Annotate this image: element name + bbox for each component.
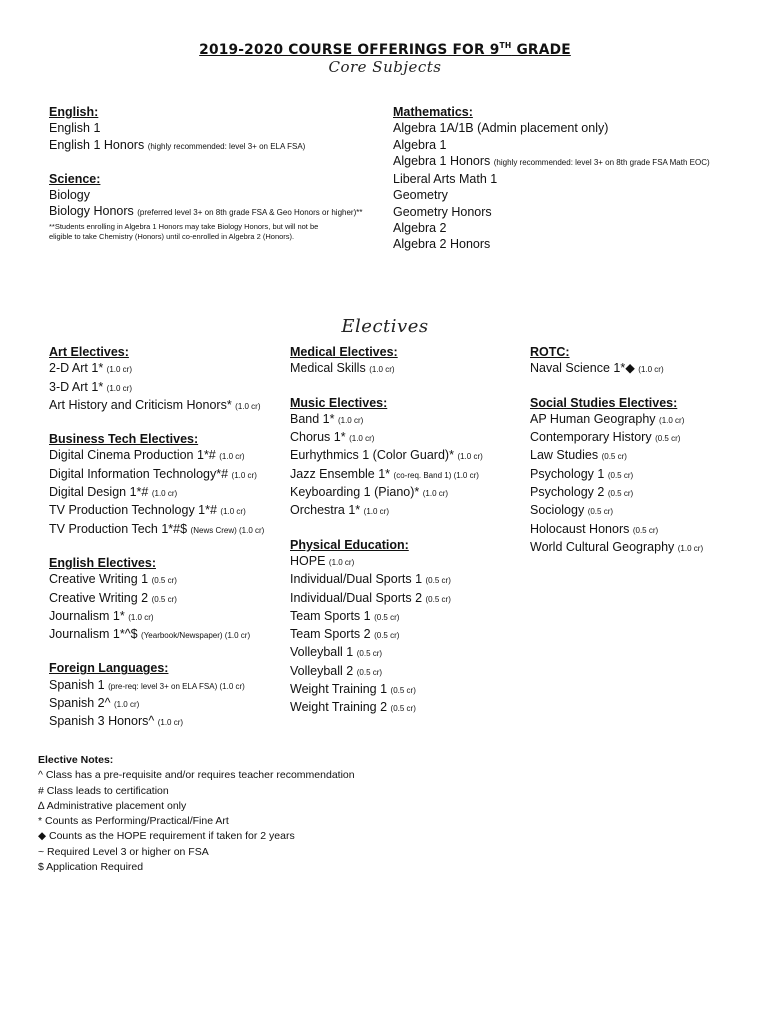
course-name: English 1 Honors bbox=[49, 137, 145, 152]
course-note: (0.5 cr) bbox=[632, 525, 659, 535]
course-item bbox=[530, 539, 703, 557]
course-note: (1.0 cr) bbox=[151, 489, 178, 499]
course-note: (1.0 cr) bbox=[638, 365, 664, 375]
course-name: Psychology 1 bbox=[530, 466, 605, 481]
course-name: Digital Design 1*# bbox=[49, 485, 149, 500]
music-electives-list bbox=[290, 411, 483, 521]
english-list bbox=[49, 120, 362, 155]
course-name: Individual/Dual Sports 2 bbox=[290, 590, 423, 605]
course-item bbox=[49, 379, 264, 397]
course-item bbox=[290, 466, 483, 484]
course-item bbox=[290, 590, 483, 608]
course-item bbox=[530, 447, 703, 465]
course-note: (0.5 cr) bbox=[601, 452, 627, 462]
course-name: Law Studies bbox=[530, 448, 599, 463]
course-note: (0.5 cr) bbox=[151, 594, 177, 604]
course-item bbox=[530, 429, 703, 447]
course-note: (0.5 cr) bbox=[607, 470, 634, 480]
course-item bbox=[290, 699, 483, 717]
course-item bbox=[393, 236, 710, 252]
course-name: Eurhythmics 1 (Color Guard)* bbox=[290, 448, 454, 463]
course-note: (highly recommended: level 3+ on 8th grade FSA Math EOC) bbox=[493, 157, 710, 167]
english-electives-heading: English Electives: bbox=[49, 555, 156, 570]
elective-note-line: ◆ Counts as the HOPE requirement if taken for 2 years bbox=[38, 830, 295, 843]
course-note: (1.0 cr) bbox=[231, 470, 257, 480]
course-name: Biology bbox=[49, 188, 90, 203]
business-tech-list bbox=[49, 447, 264, 538]
course-note: (0.5 cr) bbox=[425, 594, 451, 604]
course-name: Geometry Honors bbox=[393, 204, 492, 219]
music-electives-heading: Music Electives: bbox=[290, 395, 388, 410]
course-note: (1.0 cr) bbox=[457, 452, 483, 462]
course-note: (1.0 cr) bbox=[369, 365, 395, 375]
course-item bbox=[393, 220, 710, 236]
course-item bbox=[49, 502, 264, 520]
course-item bbox=[393, 187, 710, 203]
course-name: Volleyball 2 bbox=[290, 663, 354, 678]
course-note: (pre-req: level 3+ on ELA FSA) (1.0 cr) bbox=[108, 681, 245, 691]
course-name: Chorus 1* bbox=[290, 430, 346, 445]
course-item bbox=[530, 360, 703, 378]
course-item bbox=[49, 608, 264, 626]
electives-column-3 bbox=[530, 344, 703, 557]
course-item bbox=[49, 187, 362, 203]
course-name: Algebra 1A/1B (Admin placement only) bbox=[393, 121, 609, 136]
course-item bbox=[290, 644, 483, 662]
elective-notes bbox=[38, 753, 355, 875]
course-name: Team Sports 2 bbox=[290, 627, 371, 642]
science-footnote-line2: eligible to take Chemistry (Honors) until co-enrolled in Algebra 2 (Honors). bbox=[49, 231, 295, 241]
course-note: (1.0 cr) bbox=[219, 452, 245, 462]
course-item bbox=[393, 120, 710, 136]
elective-note-line: # Class leads to certification bbox=[38, 784, 169, 797]
course-name: Naval Science 1*◆ bbox=[530, 361, 635, 376]
course-note: (1.0 cr) bbox=[106, 383, 133, 393]
course-item bbox=[530, 502, 703, 520]
course-note: (0.5 cr) bbox=[151, 576, 177, 586]
course-item bbox=[49, 397, 264, 415]
course-item bbox=[393, 171, 710, 187]
course-note: (0.5 cr) bbox=[425, 576, 451, 586]
art-electives-list bbox=[49, 360, 264, 415]
course-name: Jazz Ensemble 1* bbox=[290, 466, 391, 481]
course-name: Geometry bbox=[393, 188, 448, 203]
course-note: (1.0 cr) bbox=[337, 415, 364, 425]
core-subjects-heading: Core Subjects bbox=[328, 58, 442, 76]
course-item bbox=[49, 360, 264, 378]
course-note: (0.5 cr) bbox=[390, 686, 416, 696]
course-name: HOPE bbox=[290, 553, 326, 568]
course-note: (1.0 cr) bbox=[349, 434, 375, 444]
course-item bbox=[49, 203, 362, 221]
course-name: Creative Writing 1 bbox=[49, 572, 149, 587]
course-item bbox=[290, 429, 483, 447]
course-note: (0.5 cr) bbox=[607, 489, 634, 499]
course-name: TV Production Tech 1*#$ bbox=[49, 521, 188, 536]
rotc-list bbox=[530, 360, 703, 378]
course-item bbox=[49, 590, 264, 608]
course-name: Weight Training 2 bbox=[290, 700, 388, 715]
course-item bbox=[530, 521, 703, 539]
course-item bbox=[49, 466, 264, 484]
course-item bbox=[290, 571, 483, 589]
course-item bbox=[393, 204, 710, 220]
course-name: World Cultural Geography bbox=[530, 539, 675, 554]
course-item bbox=[290, 502, 483, 520]
course-item bbox=[530, 466, 703, 484]
course-item bbox=[49, 626, 264, 644]
course-item bbox=[49, 137, 362, 155]
course-note: (0.5 cr) bbox=[356, 667, 383, 677]
course-name: Spanish 2^ bbox=[49, 696, 111, 711]
course-name: Journalism 1*^$ bbox=[49, 627, 138, 642]
course-note: (0.5 cr) bbox=[587, 507, 614, 517]
course-item bbox=[49, 713, 264, 731]
course-note: (preferred level 3+ on 8th grade FSA & Geo Honors or higher)** bbox=[137, 208, 363, 218]
course-note: (News Crew) (1.0 cr) bbox=[190, 525, 265, 535]
course-note: (0.5 cr) bbox=[390, 704, 416, 714]
course-note: (1.0 cr) bbox=[128, 612, 154, 622]
course-item bbox=[393, 153, 710, 171]
course-note: (1.0 cr) bbox=[235, 401, 261, 411]
elective-note-line: ∆ Administrative placement only bbox=[38, 799, 187, 812]
mathematics-list bbox=[393, 120, 710, 252]
course-name: AP Human Geography bbox=[530, 411, 656, 426]
medical-electives-list bbox=[290, 360, 483, 378]
course-name: Weight Training 1 bbox=[290, 682, 388, 697]
course-item bbox=[49, 677, 264, 695]
course-name: Algebra 2 Honors bbox=[393, 237, 491, 252]
course-item bbox=[49, 521, 264, 539]
course-note: (0.5 cr) bbox=[655, 434, 681, 444]
course-name: Contemporary History bbox=[530, 430, 652, 445]
course-item bbox=[49, 484, 264, 502]
english-electives-list bbox=[49, 571, 264, 644]
course-item bbox=[530, 411, 703, 429]
course-name: Keyboarding 1 (Piano)* bbox=[290, 485, 420, 500]
course-name: Spanish 1 bbox=[49, 677, 105, 692]
course-name: Journalism 1* bbox=[49, 608, 125, 623]
course-note: (1.0 cr) bbox=[328, 557, 355, 567]
course-item bbox=[290, 360, 483, 378]
elective-note-line: ~ Required Level 3 or higher on FSA bbox=[38, 845, 209, 858]
course-item bbox=[49, 571, 264, 589]
social-studies-heading: Social Studies Electives: bbox=[530, 395, 678, 410]
course-item bbox=[290, 411, 483, 429]
course-item bbox=[290, 626, 483, 644]
medical-electives-heading: Medical Electives: bbox=[290, 345, 398, 359]
course-item bbox=[290, 484, 483, 502]
course-name: Biology Honors bbox=[49, 204, 134, 219]
course-name: 3-D Art 1* bbox=[49, 379, 104, 394]
course-name: TV Production Technology 1*# bbox=[49, 503, 217, 518]
course-name: Art History and Criticism Honors* bbox=[49, 397, 232, 412]
course-item bbox=[393, 137, 710, 153]
course-item bbox=[290, 608, 483, 626]
course-name: Digital Cinema Production 1*# bbox=[49, 448, 216, 463]
core-right-column bbox=[393, 104, 710, 253]
course-item bbox=[290, 681, 483, 699]
course-name: Liberal Arts Math 1 bbox=[393, 172, 498, 187]
page-title: 2019-2020 COURSE OFFERINGS FOR 9TH GRADE bbox=[199, 41, 571, 58]
course-name: Spanish 3 Honors^ bbox=[49, 714, 155, 729]
elective-note-line: $ Application Required bbox=[38, 861, 144, 874]
elective-note-line: ^ Class has a pre-requisite and/or requires teacher recommendation bbox=[38, 769, 355, 782]
course-note: (1.0 cr) bbox=[106, 365, 133, 375]
course-note: (0.5 cr) bbox=[356, 649, 383, 659]
course-name: English 1 bbox=[49, 121, 101, 136]
course-note: (Yearbook/Newspaper) (1.0 cr) bbox=[141, 631, 251, 641]
social-studies-list bbox=[530, 411, 703, 557]
business-tech-heading: Business Tech Electives: bbox=[49, 432, 199, 447]
course-name: Individual/Dual Sports 1 bbox=[290, 572, 423, 587]
foreign-languages-heading: Foreign Languages: bbox=[49, 661, 169, 676]
course-name: Algebra 2 bbox=[393, 221, 447, 236]
elective-notes-list bbox=[38, 768, 355, 875]
elective-note-line: * Counts as Performing/Practical/Fine Art bbox=[38, 815, 229, 828]
course-name: Orchestra 1* bbox=[290, 503, 361, 518]
foreign-languages-list bbox=[49, 677, 264, 732]
course-name: Creative Writing 2 bbox=[49, 590, 149, 605]
electives-column-1 bbox=[49, 344, 264, 732]
electives-column-2 bbox=[290, 344, 483, 718]
physical-education-list bbox=[290, 553, 483, 718]
course-name: Volleyball 1 bbox=[290, 645, 354, 660]
course-item bbox=[530, 484, 703, 502]
rotc-heading: ROTC: bbox=[530, 345, 570, 359]
course-name: Band 1* bbox=[290, 411, 335, 426]
course-note: (0.5 cr) bbox=[374, 631, 400, 641]
course-note: (highly recommended: level 3+ on ELA FSA) bbox=[147, 141, 306, 151]
course-item bbox=[49, 695, 264, 713]
art-electives-heading: Art Electives: bbox=[49, 345, 129, 359]
course-name: Algebra 1 bbox=[393, 137, 447, 152]
english-heading: English: bbox=[49, 105, 99, 119]
course-note: (1.0 cr) bbox=[677, 543, 704, 553]
course-note: (1.0 cr) bbox=[659, 415, 685, 425]
course-note: (1.0 cr) bbox=[422, 489, 449, 499]
course-note: (1.0 cr) bbox=[363, 507, 389, 517]
course-name: Algebra 1 Honors bbox=[393, 153, 491, 168]
core-left-column bbox=[49, 104, 362, 242]
science-footnote-line1: **Students enrolling in Algebra 1 Honors may take Biology Honors, but will not be bbox=[49, 221, 319, 231]
course-note: (1.0 cr) bbox=[113, 700, 140, 710]
mathematics-heading: Mathematics: bbox=[393, 105, 473, 119]
electives-heading: Electives bbox=[341, 316, 429, 337]
course-note: (0.5 cr) bbox=[374, 612, 400, 622]
course-item bbox=[290, 553, 483, 571]
course-name: Holocaust Honors bbox=[530, 521, 630, 536]
science-list bbox=[49, 187, 362, 222]
course-item bbox=[290, 663, 483, 681]
course-name: Team Sports 1 bbox=[290, 608, 371, 623]
elective-notes-heading: Elective Notes: bbox=[38, 754, 114, 766]
physical-education-heading: Physical Education: bbox=[290, 537, 409, 552]
course-name: Psychology 2 bbox=[530, 485, 605, 500]
course-note: (1.0 cr) bbox=[220, 507, 246, 517]
course-name: Digital Information Technology*# bbox=[49, 466, 229, 481]
course-name: Sociology bbox=[530, 503, 585, 518]
science-heading: Science: bbox=[49, 171, 101, 186]
course-name: 2-D Art 1* bbox=[49, 361, 104, 376]
course-item bbox=[290, 447, 483, 465]
course-note: (1.0 cr) bbox=[157, 718, 184, 728]
course-note: (co-req. Band 1) (1.0 cr) bbox=[393, 470, 479, 480]
course-item bbox=[49, 120, 362, 136]
course-item bbox=[49, 447, 264, 465]
course-name: Medical Skills bbox=[290, 361, 366, 376]
